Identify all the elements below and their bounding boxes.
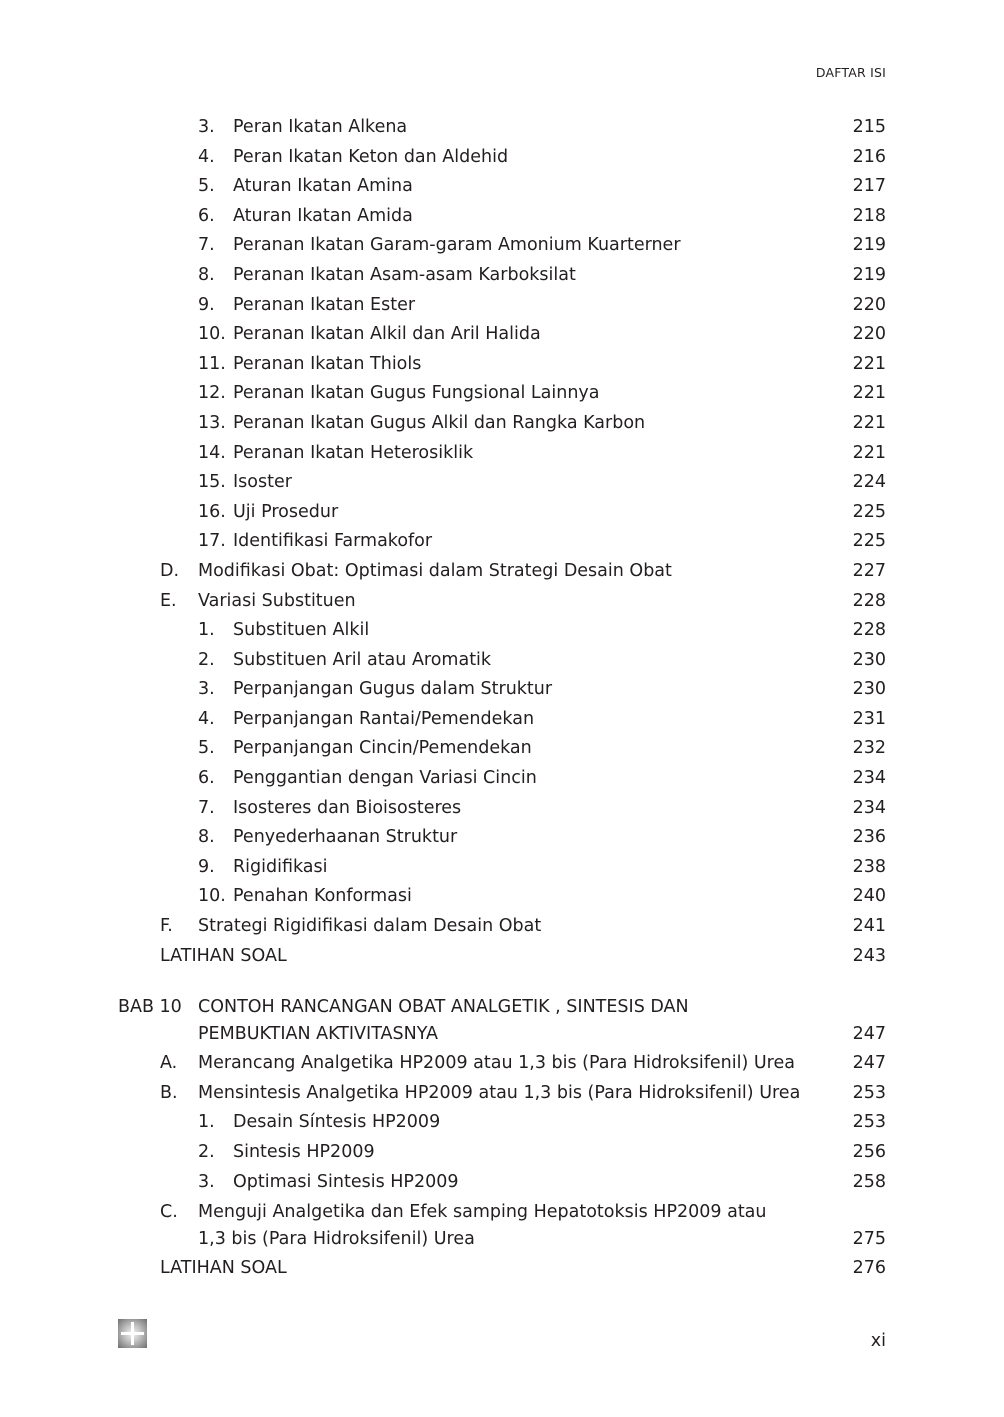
toc-entry	[118, 261, 886, 291]
toc-entry-page: 215	[852, 117, 886, 137]
toc-entry-number: D.	[160, 560, 180, 581]
toc-entry-number: 6.	[198, 768, 215, 789]
toc-entry-number: 4.	[198, 708, 215, 729]
toc-entry	[118, 616, 886, 646]
toc-entry-page: 221	[852, 353, 886, 374]
toc-entry-number: 2.	[198, 1142, 215, 1162]
toc-entry-number: 13.	[198, 412, 226, 433]
toc-entry-page: 220	[852, 324, 886, 345]
toc-group-chapter-9-continued	[118, 113, 886, 971]
toc-entry-title: Peranan Ikatan Gugus Fungsional Lainnya	[233, 383, 600, 404]
toc-entry	[118, 853, 886, 883]
toc-entry-number: 7.	[198, 235, 215, 256]
toc-entry-number: C.	[160, 1202, 178, 1223]
toc-entry-title: Menguji Analgetika dan Efek samping Hepatotoksis HP2009 atau 1,3 bis (Para Hidroksifenil) Urea	[198, 1202, 767, 1250]
toc-entry-title: Merancang Analgetika HP2009 atau 1,3 bis (Para Hidroksifenil) Urea	[198, 1053, 795, 1074]
toc-entry	[118, 1168, 886, 1198]
toc-entry	[118, 1197, 886, 1254]
toc-entry-page: 247	[852, 1053, 886, 1074]
toc-entry-page: 236	[852, 827, 886, 848]
toc-entry	[118, 291, 886, 321]
toc-entry-number: 15.	[198, 472, 226, 493]
toc-entry-title: Sintesis HP2009	[233, 1142, 375, 1162]
toc-entry-title: Optimasi Sintesis HP2009	[233, 1171, 459, 1192]
toc-entry-title: Penyederhaanan Struktur	[233, 827, 458, 848]
toc-entry-title: Perpanjangan Rantai/Pemendekan	[233, 708, 535, 729]
toc-entry	[118, 942, 886, 972]
toc-entry-title: Peranan Ikatan Ester	[233, 294, 416, 315]
toc-entry-number: 5.	[198, 176, 215, 197]
toc-entry-number: 11.	[198, 353, 226, 374]
toc-group-chapter-10	[118, 992, 886, 1284]
toc-entry-number: 6.	[198, 205, 215, 226]
toc-entry-title: Peran Ikatan Keton dan Aldehid	[233, 146, 509, 167]
toc-entry-page: 228	[852, 590, 886, 611]
toc-entry-number: 1.	[198, 1112, 215, 1133]
toc-entry-number: 9.	[198, 856, 215, 877]
toc-entry-number: 3.	[198, 117, 215, 137]
toc-entry-title: Isoster	[233, 472, 292, 493]
toc-entry	[118, 439, 886, 469]
toc-entry-page: 243	[852, 945, 886, 966]
toc-entry-page: 219	[852, 264, 886, 285]
toc-entry	[118, 113, 886, 143]
toc-entry-number: E.	[160, 590, 177, 611]
toc-entry-page: 217	[852, 176, 886, 197]
toc-entry-page: 258	[852, 1171, 886, 1192]
page-header: DAFTAR ISI	[815, 65, 886, 80]
toc-entry-page: 256	[852, 1142, 886, 1162]
toc-entry	[118, 143, 886, 173]
toc-entry-number: 4.	[198, 146, 215, 167]
toc-entry-page: 225	[852, 531, 886, 552]
toc-entry-title: Identifikasi Farmakofor	[233, 531, 433, 552]
toc-entry-page: 238	[852, 856, 886, 877]
toc-entry	[118, 794, 886, 824]
toc-entry-page: 253	[852, 1112, 886, 1133]
toc-entry-number: 16.	[198, 501, 226, 522]
toc-entry-title: Penggantian dengan Variasi Cincin	[233, 768, 537, 789]
toc-entry-title: Peranan Ikatan Thiols	[233, 353, 422, 374]
toc-entry-page: 231	[852, 708, 886, 729]
toc-entry-number: A.	[160, 1053, 178, 1074]
toc-entry-page: 230	[852, 649, 886, 670]
toc-entry-number: 3.	[198, 679, 215, 700]
toc-entry	[118, 1254, 886, 1284]
toc-entry-title: Desain Síntesis HP2009	[233, 1112, 441, 1133]
toc-entry-page: 224	[852, 472, 886, 493]
toc-entry-page: 241	[852, 916, 886, 937]
toc-entry	[118, 1108, 886, 1138]
toc-entry-title: Uji Prosedur	[233, 501, 339, 522]
section-gap	[118, 971, 886, 992]
toc-entry-title: CONTOH RANCANGAN OBAT ANALGETIK , SINTESIS DAN PEMBUKTIAN AKTIVITASNYA	[198, 997, 689, 1045]
toc-entry-page: 221	[852, 412, 886, 433]
toc-entry-page: 253	[852, 1082, 886, 1103]
toc-entry-title: Rigidifikasi	[233, 856, 328, 877]
toc-entry-number: B.	[160, 1082, 178, 1103]
toc-entry-title: Peranan Ikatan Heterosiklik	[233, 442, 474, 463]
toc-entry-page: 232	[852, 738, 886, 759]
toc-entry	[118, 527, 886, 557]
toc-entry-title: Substituen Alkil	[233, 620, 370, 641]
toc-entry-title: Aturan Ikatan Amina	[233, 176, 413, 197]
toc-entry-title: Peranan Ikatan Asam-asam Karboksilat	[233, 264, 576, 285]
toc-entry-title: Peranan Ikatan Gugus Alkil dan Rangka Karbon	[233, 412, 646, 433]
toc-entry-number: 3.	[198, 1171, 215, 1192]
toc-entry-number: 14.	[198, 442, 226, 463]
toc-entry-number: 10.	[198, 324, 226, 345]
toc-entry-number: 10.	[198, 886, 226, 907]
toc-entry-title: Perpanjangan Cincin/Pemendekan	[233, 738, 532, 759]
toc-entry-page: 220	[852, 294, 886, 315]
toc-entry-title: Substituen Aril atau Aromatik	[233, 649, 492, 670]
toc-entry-number: 8.	[198, 264, 215, 285]
toc-entry-number: 8.	[198, 827, 215, 848]
toc-entry	[118, 557, 886, 587]
toc-entry-page: 275	[852, 1229, 886, 1250]
publisher-logo-icon	[118, 1319, 147, 1348]
toc-entry-number: 7.	[198, 797, 215, 818]
toc-entry-title: Peranan Ikatan Alkil dan Aril Halida	[233, 324, 541, 345]
toc-entry-title: Isosteres dan Bioisosteres	[233, 797, 462, 818]
toc-entry-number: 1.	[198, 620, 215, 641]
toc-entry	[118, 992, 886, 1049]
toc-entry-page: 234	[852, 797, 886, 818]
toc-entry-page: 218	[852, 205, 886, 226]
toc-entry-title: Strategi Rigidifikasi dalam Desain Obat	[198, 916, 542, 937]
toc-entry	[118, 1138, 886, 1168]
toc-entry-title: Aturan Ikatan Amida	[233, 205, 413, 226]
toc-entry-title: Peran Ikatan Alkena	[233, 117, 408, 137]
toc-entry	[118, 882, 886, 912]
toc-entry	[118, 350, 886, 380]
toc-entry-page: 276	[852, 1258, 886, 1279]
toc-entry-title: Peranan Ikatan Garam-garam Amonium Kuarterner	[233, 235, 681, 256]
toc-entry-number: 12.	[198, 383, 226, 404]
toc-entry-page: 225	[852, 501, 886, 522]
toc-entry-title: LATIHAN SOAL	[160, 1258, 287, 1279]
toc-entry	[118, 202, 886, 232]
toc-entry-page: 221	[852, 383, 886, 404]
toc-entry-page: 234	[852, 768, 886, 789]
toc-entry	[118, 172, 886, 202]
table-of-contents	[118, 113, 886, 1284]
toc-entry	[118, 379, 886, 409]
toc-entry	[118, 823, 886, 853]
toc-entry-page: 228	[852, 620, 886, 641]
toc-entry	[118, 646, 886, 676]
toc-entry-number: 17.	[198, 531, 226, 552]
toc-entry-page: 221	[852, 442, 886, 463]
toc-entry-page: 219	[852, 235, 886, 256]
toc-entry-page: 216	[852, 146, 886, 167]
toc-entry	[118, 705, 886, 735]
page-number: xi	[870, 1331, 886, 1351]
toc-entry-number: 9.	[198, 294, 215, 315]
toc-entry-page: 240	[852, 886, 886, 907]
toc-entry-title: Perpanjangan Gugus dalam Struktur	[233, 679, 553, 700]
toc-entry	[118, 320, 886, 350]
toc-entry-number: BAB 10	[118, 997, 182, 1018]
toc-entry-page: 227	[852, 560, 886, 581]
toc-entry	[118, 498, 886, 528]
toc-entry-number: F.	[160, 916, 173, 937]
toc-entry	[118, 1079, 886, 1109]
toc-entry-title: Penahan Konformasi	[233, 886, 412, 907]
toc-entry-title: LATIHAN SOAL	[160, 945, 287, 966]
toc-entry-page: 247	[852, 1024, 886, 1045]
toc-entry-title: Modifikasi Obat: Optimasi dalam Strategi Desain Obat	[198, 560, 672, 581]
toc-entry-number: 2.	[198, 649, 215, 670]
toc-entry	[118, 231, 886, 261]
toc-entry	[118, 734, 886, 764]
toc-entry-number: 5.	[198, 738, 215, 759]
toc-entry-page: 230	[852, 679, 886, 700]
toc-entry	[118, 764, 886, 794]
toc-entry	[118, 1049, 886, 1079]
toc-entry-title: Variasi Substituen	[198, 590, 356, 611]
toc-entry-title: Mensintesis Analgetika HP2009 atau 1,3 bis (Para Hidroksifenil) Urea	[198, 1082, 801, 1103]
toc-entry	[118, 468, 886, 498]
toc-entry	[118, 587, 886, 617]
toc-entry	[118, 675, 886, 705]
toc-entry	[118, 409, 886, 439]
toc-entry	[118, 912, 886, 942]
